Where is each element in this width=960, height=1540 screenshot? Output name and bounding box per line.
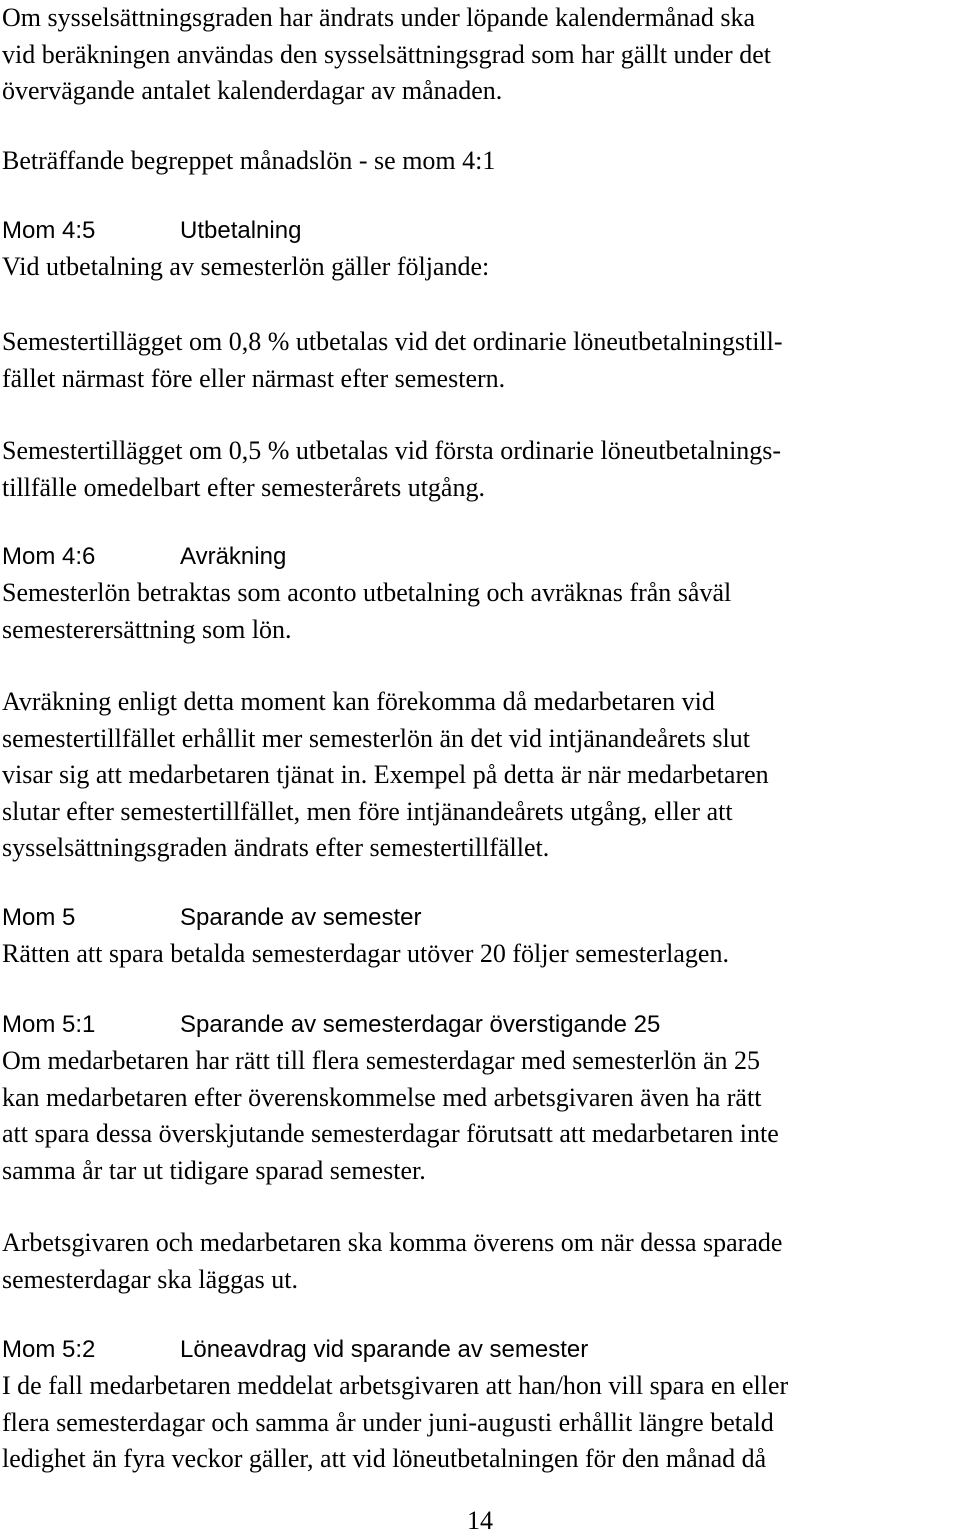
text-line: Om sysselsättningsgraden har ändrats under löpande kalendermånad ska bbox=[2, 3, 756, 32]
paragraph-avrakning-exempel bbox=[2, 684, 958, 867]
text-line: Semestertillägget om 0,8 % utbetalas vid det ordinarie löneutbetalningstill- bbox=[2, 327, 783, 356]
paragraph-overens-utlaggning bbox=[2, 1225, 958, 1298]
paragraph-avrakning-aconto bbox=[2, 575, 958, 648]
text-line: flera semesterdagar och samma år under juni-augusti erhållit längre betald bbox=[2, 1407, 774, 1437]
heading-mom-5-1 bbox=[2, 1007, 958, 1043]
text-line: samma år tar ut tidigare sparad semester. bbox=[2, 1155, 426, 1185]
text-line: Beträffande begreppet månadslön - se mom 4:1 bbox=[2, 146, 496, 175]
section-number: Mom 4:5 bbox=[2, 217, 96, 244]
text-line: att spara dessa överskjutande semesterdagar förutsatt att medarbetaren inte bbox=[2, 1119, 779, 1148]
paragraph-sysselsattningsgrad bbox=[2, 0, 958, 110]
heading-mom-5 bbox=[2, 900, 958, 936]
text-line: slutar efter semestertillfället, men före intjänandeårets utgång, eller att bbox=[2, 796, 733, 826]
paragraph-manadslon-reference bbox=[2, 143, 958, 180]
section-title: Sparande av semesterdagar överstigande 25 bbox=[180, 1011, 661, 1038]
text-line: tillfälle omedelbart efter semesterårets utgång. bbox=[2, 472, 485, 502]
text-line: visar sig att medarbetaren tjänat in. Exempel på detta är när medarbetaren bbox=[2, 760, 769, 789]
page-number: 14 bbox=[467, 1506, 493, 1535]
heading-mom-4-5 bbox=[2, 213, 958, 249]
section-title: Avräkning bbox=[180, 543, 287, 570]
section-number: Mom 5:1 bbox=[2, 1011, 96, 1038]
heading-mom-4-6 bbox=[2, 539, 958, 575]
paragraph-loneavdrag bbox=[2, 1368, 958, 1478]
section-title: Sparande av semester bbox=[180, 904, 422, 931]
heading-mom-5-2 bbox=[2, 1332, 958, 1368]
text-line: Om medarbetaren har rätt till flera semesterdagar med semesterlön än 25 bbox=[2, 1046, 761, 1075]
text-line: övervägande antalet kalenderdagar av månaden. bbox=[2, 76, 503, 105]
section-title: Utbetalning bbox=[180, 217, 302, 244]
paragraph-semestertillagg-08 bbox=[2, 324, 958, 397]
section-title: Löneavdrag vid sparande av semester bbox=[180, 1336, 589, 1363]
text-line: Semestertillägget om 0,5 % utbetalas vid första ordinarie löneutbetalnings- bbox=[2, 436, 782, 465]
section-number: Mom 5 bbox=[2, 904, 76, 931]
section-number: Mom 4:6 bbox=[2, 543, 96, 570]
text-line: semesterersättning som lön. bbox=[2, 614, 292, 644]
text-line: vid beräkningen användas den sysselsättningsgrad som har gällt under det bbox=[2, 39, 771, 69]
paragraph-spara-semesterlagen bbox=[2, 936, 958, 973]
text-line: fället närmast före eller närmast efter semestern. bbox=[2, 363, 506, 393]
text-line: Arbetsgivaren och medarbetaren ska komma överens om när dessa sparade bbox=[2, 1228, 783, 1257]
text-line: ledighet än fyra veckor gäller, att vid löneutbetalningen för den månad då bbox=[2, 1444, 767, 1473]
paragraph-utbetalning-intro bbox=[2, 249, 958, 286]
text-line: semestertillfället erhållit mer semesterlön än det vid intjänandeårets slut bbox=[2, 723, 750, 753]
section-number: Mom 5:2 bbox=[2, 1336, 96, 1363]
text-line: Avräkning enligt detta moment kan förekomma då medarbetaren vid bbox=[2, 687, 715, 716]
text-line: Vid utbetalning av semesterlön gäller följande: bbox=[2, 252, 490, 281]
paragraph-spara-overstigande bbox=[2, 1043, 958, 1189]
paragraph-semestertillagg-05 bbox=[2, 433, 958, 506]
text-line: Rätten att spara betalda semesterdagar utöver 20 följer semesterlagen. bbox=[2, 939, 729, 968]
text-line: sysselsättningsgraden ändrats efter semestertillfället. bbox=[2, 833, 550, 862]
text-line: I de fall medarbetaren meddelat arbetsgivaren att han/hon vill spara en eller bbox=[2, 1371, 789, 1400]
text-line: semesterdagar ska läggas ut. bbox=[2, 1264, 299, 1294]
text-line: Semesterlön betraktas som aconto utbetalning och avräknas från såväl bbox=[2, 578, 732, 607]
text-line: kan medarbetaren efter överenskommelse med arbetsgivaren även ha rätt bbox=[2, 1082, 762, 1112]
